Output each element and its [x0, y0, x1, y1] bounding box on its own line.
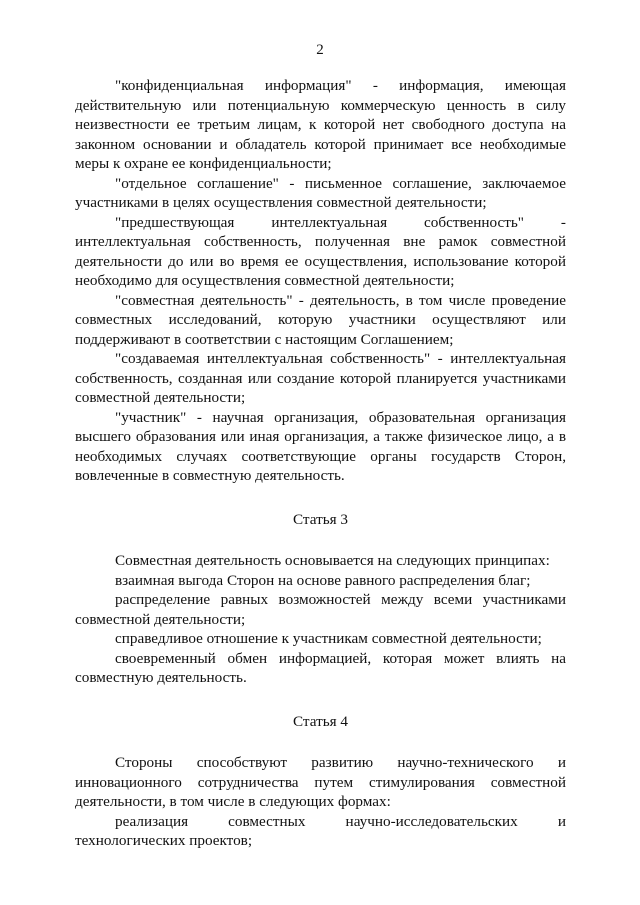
article-3-heading: Статья 3 — [292, 510, 349, 528]
principle-fair-treatment: справедливое отношение к участникам совместной деятельности; — [115, 630, 542, 647]
article-4-heading: Статья 4 — [292, 712, 349, 730]
definition-joint-activity: "совместная деятельность" - деятельность, в том числе проведение совместных исследований, которую участники осуществляют или поддерживают в соответствии с настоящим Соглашением; — [75, 291, 566, 348]
definition-created-ip: "создаваемая интеллектуальная собственность" - интеллектуальная собственность, созданная или создание которой планируется участниками совместной деятельности; — [75, 350, 566, 406]
principle-timely-exchange: своевременный обмен информацией, которая может влиять на совместную деятельность. — [75, 649, 566, 686]
article-3-intro: Совместная деятельность основывается на следующих принципах: — [115, 552, 550, 569]
definition-confidential-information: "конфиденциальная информация" - информация, имеющая действительную или потенциальную коммерческую ценность в силу неизвестности ее третьим лицам, к которой нет свободного доступа на законном основании и обладатель которой принимает все необходимые меры к охране ее конфиденциальности; — [75, 77, 566, 172]
principle-equal-opportunities: распределение равных возможностей между всеми участниками совместной деятельности; — [75, 591, 566, 628]
definition-preceding-ip: "предшествующая интеллектуальная собственность" - интеллектуальная собственность, полученная вне рамок совместной деятельности до или во время ее осуществления, использование которой необходимо для осуществления совместной деятельности; — [75, 213, 566, 289]
page-number: 2 — [316, 42, 324, 58]
document-body — [75, 76, 566, 851]
article-4-intro: Стороны способствуют развитию научно-технического и инновационного сотрудничества путем стимулирования совместной деятельности, в том числе в следующих формах: — [75, 754, 566, 810]
form-joint-projects: реализация совместных научно-исследовательских и технологических проектов; — [75, 812, 566, 849]
principle-mutual-benefit: взаимная выгода Сторон на основе равного распределения благ; — [115, 571, 531, 589]
definition-participant: "участник" - научная организация, образовательная организация высшего образования или иная организация, а также физическое лицо, а в необходимых случаях соответствующие органы государств Сторон, вовлеченные в совместную деятельность. — [75, 408, 566, 484]
definition-separate-agreement: "отдельное соглашение" - письменное соглашение, заключаемое участниками в целях осуществления совместной деятельности; — [75, 174, 566, 211]
